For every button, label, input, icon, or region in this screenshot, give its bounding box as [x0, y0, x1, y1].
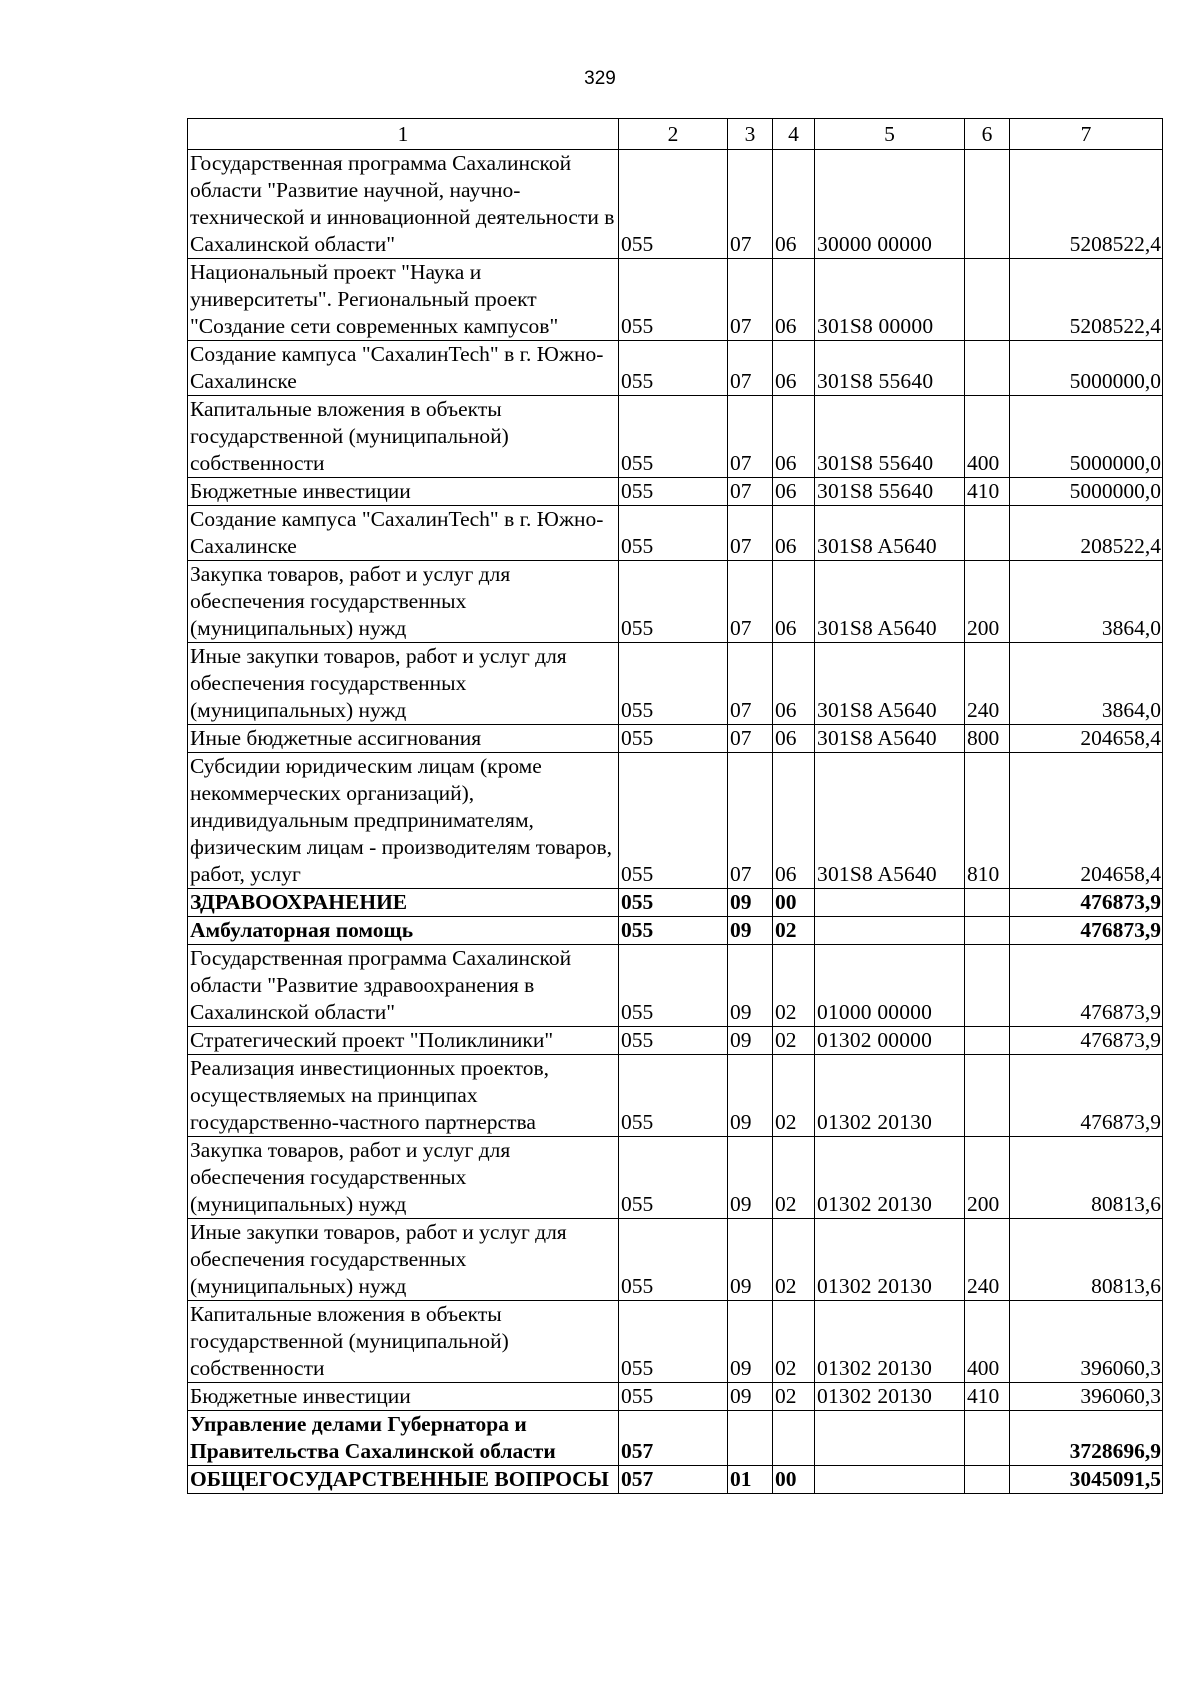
page-number: 329: [584, 68, 616, 89]
table-row: [188, 1301, 1163, 1383]
subsection-cell: 00: [773, 1466, 815, 1494]
table-row: [188, 341, 1163, 396]
admin-code-cell: 055: [619, 753, 728, 889]
target-article-cell: 01302 20130: [815, 1301, 965, 1383]
target-article-cell: 01302 20130: [815, 1383, 965, 1411]
table-row: [188, 725, 1163, 753]
section-cell: 01: [728, 1466, 773, 1494]
subsection-cell: 02: [773, 1137, 815, 1219]
expense-type-cell: [965, 150, 1010, 259]
subsection-cell: 06: [773, 725, 815, 753]
expense-type-cell: [965, 945, 1010, 1027]
amount-cell: 5000000,0: [1010, 341, 1163, 396]
target-article-cell: 301S8 A5640: [815, 561, 965, 643]
expense-type-cell: [965, 1055, 1010, 1137]
section-cell: 07: [728, 753, 773, 889]
row-name-cell: Государственная программа Сахалинской области "Развитие здравоохранения в Сахалинской области": [188, 945, 619, 1027]
header-cell: 3: [728, 119, 773, 150]
row-name-cell: Капитальные вложения в объекты государственной (муниципальной) собственности: [188, 396, 619, 478]
table-row: [188, 889, 1163, 917]
amount-cell: 5000000,0: [1010, 478, 1163, 506]
section-cell: 09: [728, 1137, 773, 1219]
table-row: [188, 753, 1163, 889]
table-row: [188, 1219, 1163, 1301]
row-name-cell: Бюджетные инвестиции: [188, 1383, 619, 1411]
row-name-cell: ОБЩЕГОСУДАРСТВЕННЫЕ ВОПРОСЫ: [188, 1466, 619, 1494]
amount-cell: 476873,9: [1010, 945, 1163, 1027]
subsection-cell: 06: [773, 150, 815, 259]
admin-code-cell: 055: [619, 643, 728, 725]
amount-cell: 204658,4: [1010, 753, 1163, 889]
target-article-cell: 01302 00000: [815, 1027, 965, 1055]
table-row: [188, 506, 1163, 561]
admin-code-cell: 055: [619, 1219, 728, 1301]
target-article-cell: [815, 917, 965, 945]
row-name-cell: Национальный проект "Наука и университеты". Региональный проект "Создание сети современных кампусов": [188, 259, 619, 341]
admin-code-cell: 055: [619, 341, 728, 396]
table-row: [188, 561, 1163, 643]
row-name-cell: Субсидии юридическим лицам (кроме некоммерческих организаций), индивидуальным предпринимателям, физическим лицам - производителям товаров, работ, услуг: [188, 753, 619, 889]
expense-type-cell: [965, 917, 1010, 945]
expense-type-cell: [965, 1411, 1010, 1466]
section-cell: 09: [728, 1219, 773, 1301]
expense-type-cell: [965, 1027, 1010, 1055]
table-row: [188, 643, 1163, 725]
table-row: [188, 1411, 1163, 1466]
admin-code-cell: 055: [619, 478, 728, 506]
admin-code-cell: 055: [619, 1137, 728, 1219]
subsection-cell: 06: [773, 753, 815, 889]
row-name-cell: Реализация инвестиционных проектов, осуществляемых на принципах государственно-частного партнерства: [188, 1055, 619, 1137]
admin-code-cell: 055: [619, 1301, 728, 1383]
table-row: [188, 945, 1163, 1027]
amount-cell: 208522,4: [1010, 506, 1163, 561]
amount-cell: 5000000,0: [1010, 396, 1163, 478]
admin-code-cell: 055: [619, 1383, 728, 1411]
target-article-cell: 30000 00000: [815, 150, 965, 259]
target-article-cell: 01302 20130: [815, 1055, 965, 1137]
header-cell: 6: [965, 119, 1010, 150]
target-article-cell: 301S8 55640: [815, 478, 965, 506]
amount-cell: 3864,0: [1010, 643, 1163, 725]
admin-code-cell: 055: [619, 1055, 728, 1137]
section-cell: 07: [728, 643, 773, 725]
section-cell: 07: [728, 725, 773, 753]
subsection-cell: 02: [773, 1027, 815, 1055]
amount-cell: 476873,9: [1010, 917, 1163, 945]
row-name-cell: Государственная программа Сахалинской области "Развитие научной, научно-технической и инновационной деятельности в Сахалинской области": [188, 150, 619, 259]
section-cell: 07: [728, 150, 773, 259]
admin-code-cell: 055: [619, 1027, 728, 1055]
expense-type-cell: 200: [965, 1137, 1010, 1219]
table-row: [188, 917, 1163, 945]
amount-cell: 476873,9: [1010, 889, 1163, 917]
subsection-cell: 02: [773, 1301, 815, 1383]
table-row: [188, 1027, 1163, 1055]
amount-cell: 80813,6: [1010, 1137, 1163, 1219]
subsection-cell: 06: [773, 561, 815, 643]
expense-type-cell: [965, 259, 1010, 341]
subsection-cell: 06: [773, 396, 815, 478]
section-cell: 09: [728, 889, 773, 917]
section-cell: 09: [728, 917, 773, 945]
admin-code-cell: 057: [619, 1466, 728, 1494]
subsection-cell: 06: [773, 643, 815, 725]
expense-type-cell: 410: [965, 1383, 1010, 1411]
section-cell: 07: [728, 259, 773, 341]
subsection-cell: 02: [773, 1383, 815, 1411]
admin-code-cell: 055: [619, 259, 728, 341]
expense-type-cell: 400: [965, 1301, 1010, 1383]
target-article-cell: 301S8 55640: [815, 341, 965, 396]
subsection-cell: 06: [773, 259, 815, 341]
admin-code-cell: 057: [619, 1411, 728, 1466]
expense-type-cell: [965, 506, 1010, 561]
table-row: [188, 1383, 1163, 1411]
row-name-cell: Амбулаторная помощь: [188, 917, 619, 945]
section-cell: 09: [728, 1301, 773, 1383]
target-article-cell: 301S8 A5640: [815, 725, 965, 753]
amount-cell: 5208522,4: [1010, 150, 1163, 259]
row-name-cell: Иные закупки товаров, работ и услуг для обеспечения государственных (муниципальных) нужд: [188, 1219, 619, 1301]
expense-type-cell: [965, 1466, 1010, 1494]
header-cell: 1: [188, 119, 619, 150]
admin-code-cell: 055: [619, 561, 728, 643]
expense-type-cell: 240: [965, 643, 1010, 725]
subsection-cell: 06: [773, 341, 815, 396]
row-name-cell: Закупка товаров, работ и услуг для обеспечения государственных (муниципальных) нужд: [188, 561, 619, 643]
subsection-cell: 00: [773, 889, 815, 917]
table-row: [188, 150, 1163, 259]
expense-type-cell: 800: [965, 725, 1010, 753]
row-name-cell: ЗДРАВООХРАНЕНИЕ: [188, 889, 619, 917]
admin-code-cell: 055: [619, 945, 728, 1027]
section-cell: 09: [728, 1055, 773, 1137]
amount-cell: 476873,9: [1010, 1027, 1163, 1055]
section-cell: 07: [728, 478, 773, 506]
row-name-cell: Иные бюджетные ассигнования: [188, 725, 619, 753]
expense-type-cell: 240: [965, 1219, 1010, 1301]
target-article-cell: 301S8 A5640: [815, 643, 965, 725]
target-article-cell: [815, 889, 965, 917]
amount-cell: 204658,4: [1010, 725, 1163, 753]
admin-code-cell: 055: [619, 889, 728, 917]
subsection-cell: 06: [773, 506, 815, 561]
target-article-cell: 01302 20130: [815, 1219, 965, 1301]
table-row: [188, 396, 1163, 478]
subsection-cell: 02: [773, 917, 815, 945]
target-article-cell: 301S8 A5640: [815, 753, 965, 889]
row-name-cell: Управление делами Губернатора и Правительства Сахалинской области: [188, 1411, 619, 1466]
row-name-cell: Создание кампуса "СахалинTech" в г. Южно-Сахалинске: [188, 506, 619, 561]
amount-cell: 3728696,9: [1010, 1411, 1163, 1466]
section-cell: [728, 1411, 773, 1466]
header-cell: 5: [815, 119, 965, 150]
target-article-cell: 01000 00000: [815, 945, 965, 1027]
expense-type-cell: [965, 341, 1010, 396]
expense-type-cell: 200: [965, 561, 1010, 643]
subsection-cell: 02: [773, 1055, 815, 1137]
admin-code-cell: 055: [619, 506, 728, 561]
row-name-cell: Бюджетные инвестиции: [188, 478, 619, 506]
row-name-cell: Иные закупки товаров, работ и услуг для обеспечения государственных (муниципальных) нужд: [188, 643, 619, 725]
amount-cell: 396060,3: [1010, 1301, 1163, 1383]
admin-code-cell: 055: [619, 150, 728, 259]
table-row: [188, 1137, 1163, 1219]
expense-type-cell: 810: [965, 753, 1010, 889]
admin-code-cell: 055: [619, 725, 728, 753]
expense-type-cell: 400: [965, 396, 1010, 478]
header-row: [188, 119, 1163, 150]
amount-cell: 396060,3: [1010, 1383, 1163, 1411]
section-cell: 09: [728, 1383, 773, 1411]
amount-cell: 3864,0: [1010, 561, 1163, 643]
target-article-cell: [815, 1411, 965, 1466]
amount-cell: 5208522,4: [1010, 259, 1163, 341]
header-cell: 4: [773, 119, 815, 150]
target-article-cell: 301S8 A5640: [815, 506, 965, 561]
subsection-cell: [773, 1411, 815, 1466]
table-row: [188, 1055, 1163, 1137]
table-body: [188, 119, 1163, 1494]
section-cell: 07: [728, 396, 773, 478]
section-cell: 07: [728, 341, 773, 396]
target-article-cell: 01302 20130: [815, 1137, 965, 1219]
table-row: [188, 259, 1163, 341]
header-cell: 2: [619, 119, 728, 150]
table-row: [188, 1466, 1163, 1494]
section-cell: 07: [728, 506, 773, 561]
admin-code-cell: 055: [619, 396, 728, 478]
budget-table: [187, 118, 1163, 1494]
row-name-cell: Закупка товаров, работ и услуг для обеспечения государственных (муниципальных) нужд: [188, 1137, 619, 1219]
section-cell: 07: [728, 561, 773, 643]
section-cell: 09: [728, 945, 773, 1027]
header-cell: 7: [1010, 119, 1163, 150]
amount-cell: 476873,9: [1010, 1055, 1163, 1137]
expense-type-cell: [965, 889, 1010, 917]
target-article-cell: 301S8 55640: [815, 396, 965, 478]
subsection-cell: 06: [773, 478, 815, 506]
row-name-cell: Стратегический проект "Поликлиники": [188, 1027, 619, 1055]
table-row: [188, 478, 1163, 506]
subsection-cell: 02: [773, 1219, 815, 1301]
admin-code-cell: 055: [619, 917, 728, 945]
section-cell: 09: [728, 1027, 773, 1055]
row-name-cell: Создание кампуса "СахалинTech" в г. Южно-Сахалинске: [188, 341, 619, 396]
amount-cell: 80813,6: [1010, 1219, 1163, 1301]
amount-cell: 3045091,5: [1010, 1466, 1163, 1494]
target-article-cell: 301S8 00000: [815, 259, 965, 341]
subsection-cell: 02: [773, 945, 815, 1027]
target-article-cell: [815, 1466, 965, 1494]
row-name-cell: Капитальные вложения в объекты государственной (муниципальной) собственности: [188, 1301, 619, 1383]
expense-type-cell: 410: [965, 478, 1010, 506]
